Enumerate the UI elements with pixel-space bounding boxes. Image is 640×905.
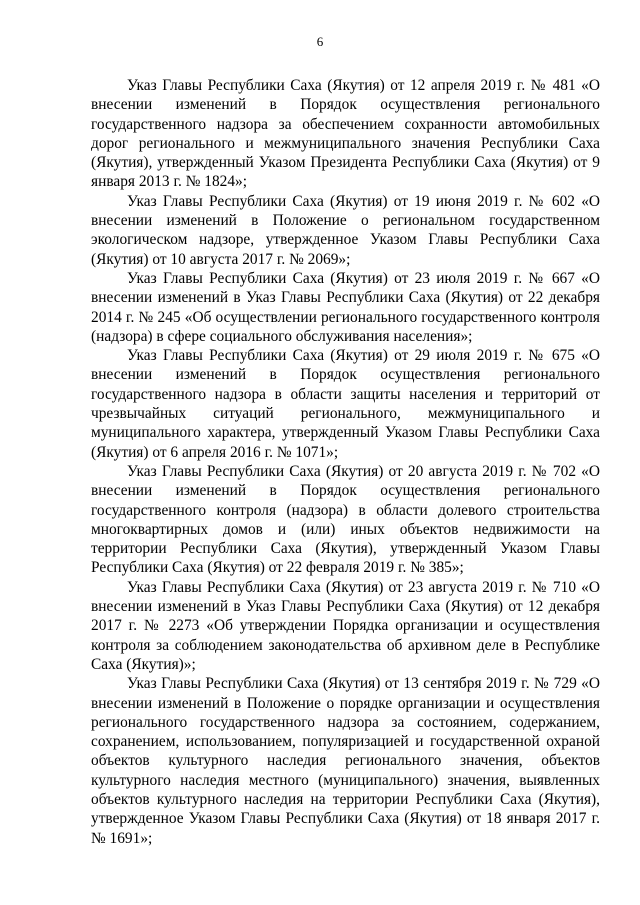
- decree-paragraph: Указ Главы Республики Саха (Якутия) от 23 июля 2019 г. № 667 «О внесении изменений в Указ Главы Республики Саха (Якутия) от 22 декабря 2014 г. № 245 «Об осуществлении регионального государственного контроля (надзора) в сфере социального обслуживания населения»;: [91, 269, 600, 345]
- decree-paragraph: Указ Главы Республики Саха (Якутия) от 20 августа 2019 г. № 702 «О внесении изменений в Порядок осуществления регионального государственного контроля (надзора) в области долевого строительства многоквартирных домов и (или) иных объектов недвижимости на территории Республики Саха (Якутия), утвержденный Указом Главы Республики Саха (Якутия) от 22 февраля 2019 г. № 385»;: [91, 462, 600, 577]
- document-body: [91, 76, 600, 848]
- decree-paragraph: Указ Главы Республики Саха (Якутия) от 13 сентября 2019 г. № 729 «О внесении изменений в Положение о порядке организации и осуществления регионального государственного надзора за состоянием, содержанием, сохранением, использованием, популяризацией и государственной охраной объектов культурного наследия регионального значения, объектов культурного наследия местного (муниципального) значения, выявленных объектов культурного наследия на территории Республики Саха (Якутия), утвержденное Указом Главы Республики Саха (Якутия) от 18 января 2017 г. № 1691»;: [91, 675, 600, 847]
- decree-paragraph: Указ Главы Республики Саха (Якутия) от 19 июня 2019 г. № 602 «О внесении изменений в Положение о региональном государственном экологическом надзоре, утвержденное Указом Главы Республики Саха (Якутия) от 10 августа 2017 г. № 2069»;: [91, 192, 600, 268]
- decree-paragraph: Указ Главы Республики Саха (Якутия) от 12 апреля 2019 г. № 481 «О внесении изменений в Порядок осуществления регионального государственного надзора за обеспечением сохранности автомобильных дорог регионального и межмуниципального значения Республики Саха (Якутия), утвержденный Указом Президента Республики Саха (Якутия) от 9 января 2013 г. № 1824»;: [91, 77, 600, 191]
- page-number: 6: [316, 34, 324, 49]
- decree-paragraph: Указ Главы Республики Саха (Якутия) от 23 августа 2019 г. № 710 «О внесении изменений в Указ Главы Республики Саха (Якутия) от 12 декабря 2017 г. № 2273 «Об утверждении Порядка организации и осуществления контроля за соблюдением законодательства об архивном деле в Республике Саха (Якутия)»;: [91, 578, 600, 673]
- decree-paragraph: Указ Главы Республики Саха (Якутия) от 29 июля 2019 г. № 675 «О внесении изменений в Порядок осуществления регионального государственного надзора в области защиты населения и территорий от чрезвычайных ситуаций регионального, межмуниципального и муниципального характера, утвержденный Указом Главы Республики Саха (Якутия) от 6 апреля 2016 г. № 1071»;: [91, 347, 600, 461]
